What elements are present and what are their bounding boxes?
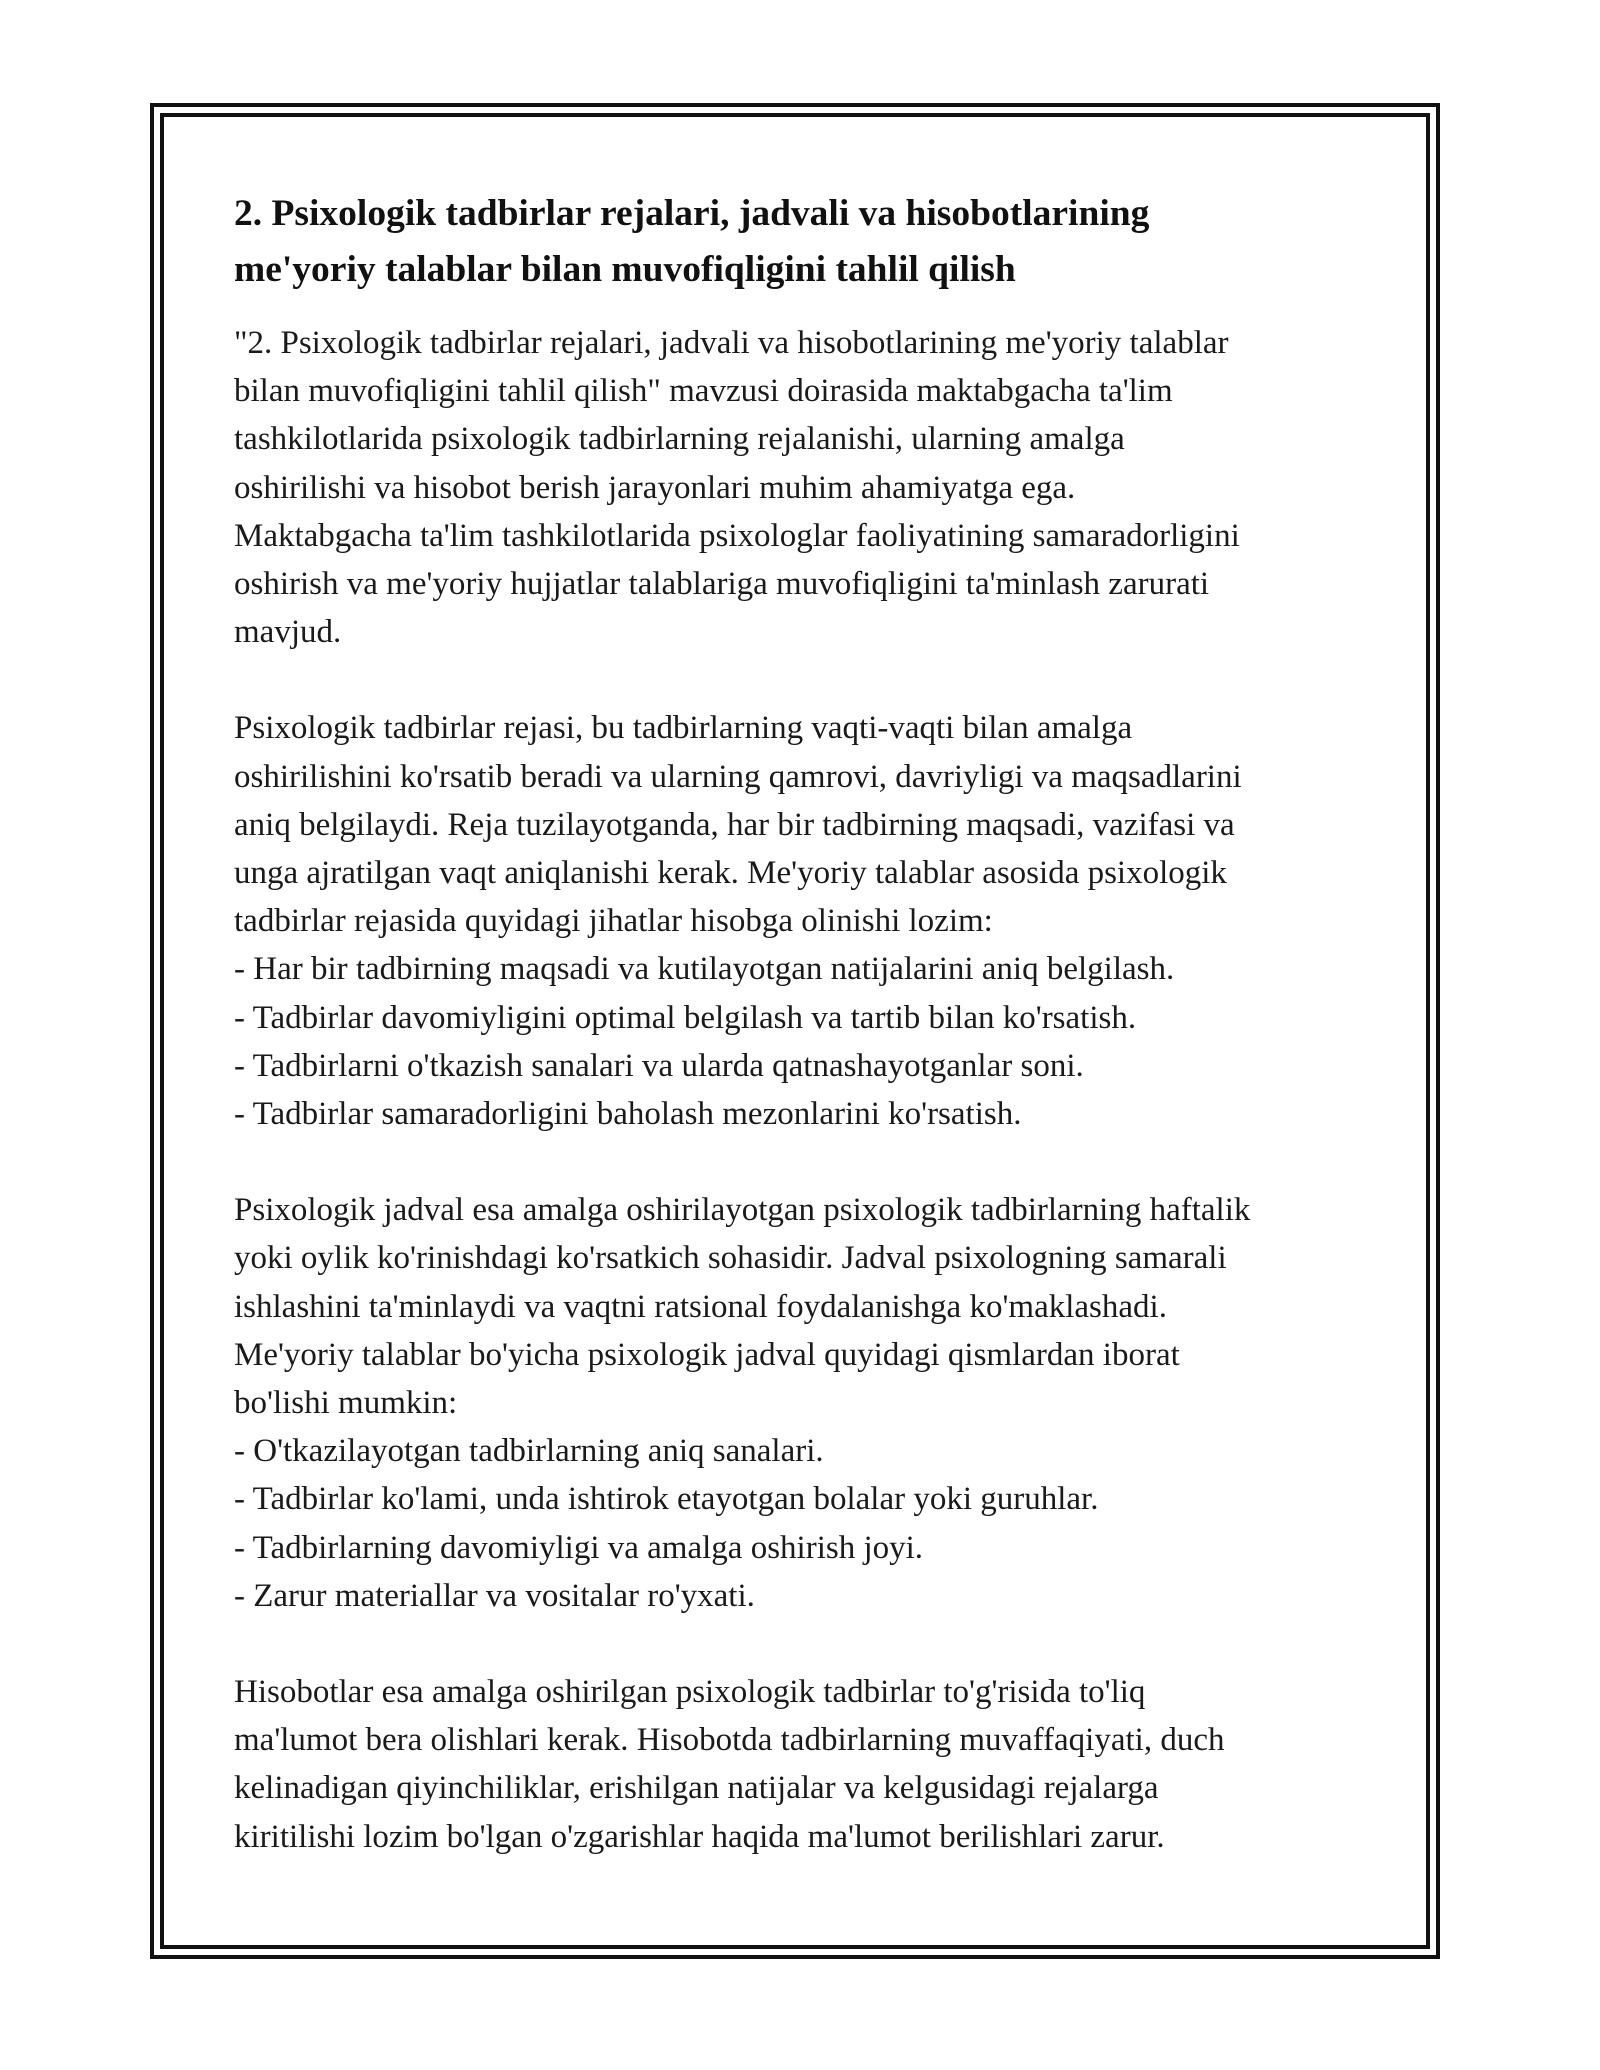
list-item: - Tadbirlar samaradorligini baholash mezonlarini ko'rsatish. (234, 1096, 1022, 1133)
paragraph-intro (234, 319, 1364, 656)
text-line: Maktabgacha ta'lim tashkilotlarida psixologlar faoliyatining samaradorligini (234, 517, 1240, 554)
text-line: Hisobotlar esa amalga oshirilgan psixologik tadbirlar to'g'risida to'liq (234, 1674, 1146, 1711)
text-line: tashkilotlarida psixologik tadbirlarning rejalanishi, ularning amalga (234, 421, 1125, 458)
document-body (234, 186, 1364, 1909)
text-line: Me'yoriy talablar bo'yicha psixologik jadval quyidagi qismlardan iborat (234, 1336, 1180, 1373)
text-line: aniq belgilaydi. Reja tuzilayotganda, har bir tadbirning maqsadi, vazifasi va (234, 806, 1235, 843)
list-item: - Zarur materiallar va vositalar ro'yxati. (234, 1577, 755, 1614)
list-item: - Tadbirlarni o'tkazish sanalari va ularda qatnashayotganlar soni. (234, 1047, 1084, 1084)
paragraph-schedule (234, 1186, 1364, 1620)
text-line: yoki oylik ko'rinishdagi ko'rsatkich sohasidir. Jadval psixologning samarali (234, 1240, 1227, 1277)
list-item: - O'tkazilayotgan tadbirlarning aniq sanalari. (234, 1433, 824, 1470)
text-line: mavjud. (234, 614, 342, 651)
list-item: - Har bir tadbirning maqsadi va kutilayotgan natijalarini aniq belgilash. (234, 951, 1175, 988)
text-line: "2. Psixologik tadbirlar rejalari, jadvali va hisobotlarining me'yoriy talablar (234, 325, 1229, 361)
paragraph-plan (234, 704, 1364, 1138)
text-line: kelinadigan qiyinchiliklar, erishilgan natijalar va kelgusidagi rejalarga (234, 1770, 1159, 1807)
text-line: kiritilishi lozim bo'lgan o'zgarishlar haqida ma'lumot berilishlari zarur. (234, 1818, 1165, 1855)
text-line: bilan muvofiqligini tahlil qilish" mavzusi doirasida maktabgacha ta'lim (234, 373, 1173, 410)
text-line: oshirilishi va hisobot berish jarayonlari muhim ahamiyatga ega. (234, 469, 1076, 506)
text-line: bo'lishi mumkin: (234, 1385, 458, 1422)
text-line: ma'lumot bera olishlari kerak. Hisobotda tadbirlarning muvaffaqiyati, duch (234, 1722, 1225, 1759)
paragraph-reports (234, 1668, 1364, 1861)
text-line: Psixologik jadval esa amalga oshirilayotgan psixologik tadbirlarning haftalik (234, 1192, 1251, 1229)
list-item: - Tadbirlarning davomiyligi va amalga oshirish joyi. (234, 1529, 924, 1566)
list-item: - Tadbirlar davomiyligini optimal belgilash va tartib bilan ko'rsatish. (234, 999, 1137, 1036)
text-line: oshirilishini ko'rsatib beradi va ularning qamrovi, davriyligi va maqsadlarini (234, 758, 1242, 795)
heading-line: me'yoriy talablar bilan muvofiqligini tahlil qilish (234, 249, 1016, 290)
text-line: ishlashini ta'minlaydi va vaqtni ratsional foydalanishga ko'maklashadi. (234, 1288, 1167, 1325)
list-item: - Tadbirlar ko'lami, unda ishtirok etayotgan bolalar yoki guruhlar. (234, 1481, 1099, 1518)
text-line: tadbirlar rejasida quyidagi jihatlar hisobga olinishi lozim: (234, 903, 993, 940)
heading-line: 2. Psixologik tadbirlar rejalari, jadvali va hisobotlarining (234, 193, 1150, 234)
text-line: Psixologik tadbirlar rejasi, bu tadbirlarning vaqti-vaqti bilan amalga (234, 710, 1133, 747)
text-line: unga ajratilgan vaqt aniqlanishi kerak. Me'yoriy talablar asosida psixologik (234, 855, 1227, 892)
text-line: oshirish va me'yoriy hujjatlar talablariga muvofiqligini ta'minlash zarurati (234, 566, 1210, 603)
section-heading (234, 186, 1364, 298)
